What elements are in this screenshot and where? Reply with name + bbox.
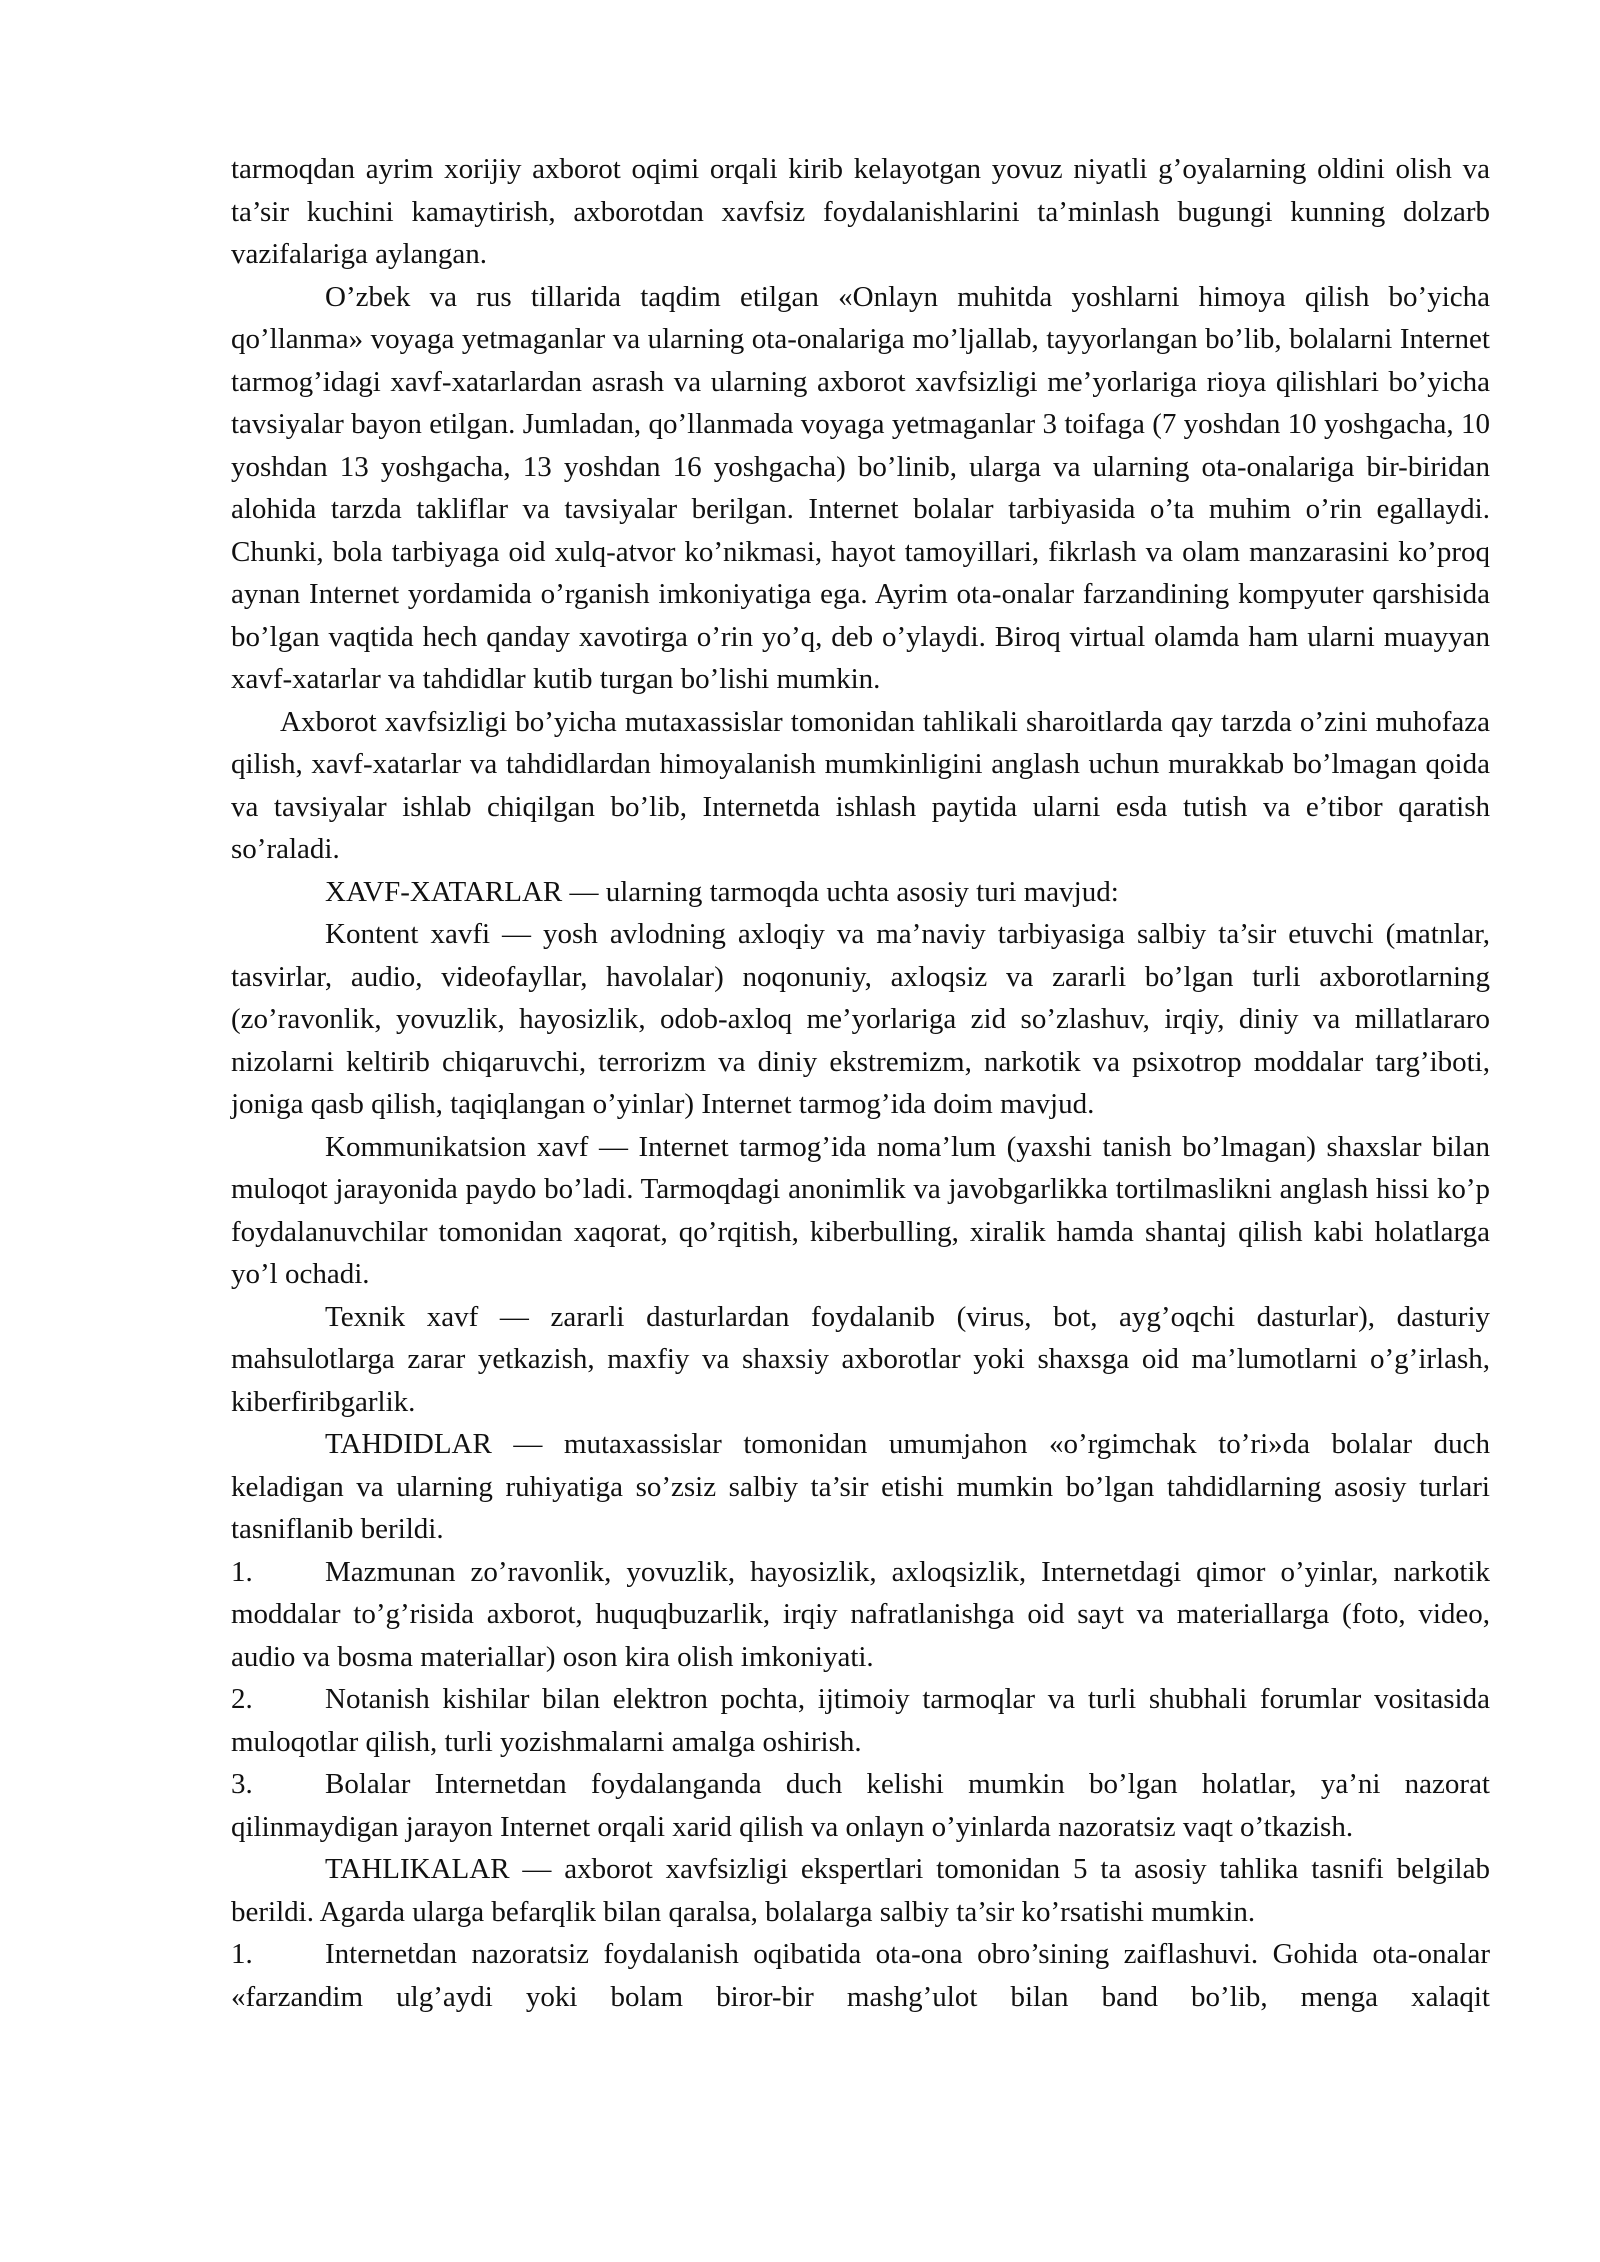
paragraph-security-rules: Axborot xavfsizligi bo’yicha mutaxassislar tomonidan tahlikali sharoitlarda qay tarzda o’zini muhofaza qilish, xavf-xatarlar va tahdidlardan himoyalanish mumkinligini anglash uchun murakkab bo’lmagan qoida va tavsiyalar ishlab chiqilgan bo’lib, Internetda ishlash paytida ularni esda tutish va e’tibor qaratish so’raladi. — [231, 705, 1490, 865]
list-item-number: 3. — [231, 1768, 253, 1800]
paragraph-content-risk: Kontent xavfi — yosh avlodning axloqiy va ma’naviy tarbiyasiga salbiy ta’sir etuvchi (matnlar, tasvirlar, audio, videofayllar, havolalar) noqonuniy, axloqsiz va zararli bo’lgan turli axborotlarning (zo’ravonlik, yovuzlik, hayosizlik, odob-axloq me’yorlariga zid so’zlashuv, irqiy, diniy va millatlararo nizolarni keltirib chiqaruvchi, terrorizm va diniy ekstremizm, narkotik va psixotrop moddalar targ’iboti, joniga qasb qilish, taqiqlangan o’yinlar) Internet tarmog’ida doim mavjud. — [231, 918, 1490, 1120]
list-item-number: 2. — [231, 1683, 253, 1715]
paragraph-intro-continuation: tarmoqdan ayrim xorijiy axborot oqimi orqali kirib kelayotgan yovuz niyatli g’oyalarning oldini olish va ta’sir kuchini kamaytirish, axborotdan xavfsiz foydalanishlarini ta’minlash bugungi kunning dolzarb vazifalariga aylangan. — [231, 153, 1490, 270]
list-item-threat-3 — [231, 1763, 1490, 1848]
paragraph-dangers-heading: TAHLIKALAR — axborot xavfsizligi ekspertlari tomonidan 5 ta asosiy tahlika tasnifi belgilab berildi. Agarda ularga befarqlik bilan qaralsa, bolalarga salbiy ta’sir ko’rsatishi mumkin. — [231, 1853, 1490, 1928]
list-item-text: Internetdan nazoratsiz foydalanish oqibatida ota-ona obro’sining zaiflashuvi. Gohida ota-onalar «farzandim ulg’aydi yoki bolam biror-bir mashg’ulot bilan band bo’lib, menga xalaqit — [231, 1938, 1490, 2013]
list-item-danger-1 — [231, 1933, 1490, 2018]
paragraph-threats-heading: TAHDIDLAR — mutaxassislar tomonidan umumjahon «o’rgimchak to’ri»da bolalar duch keladigan va ularning ruhiyatiga so’zsiz salbiy ta’sir etishi mumkin bo’lgan tahdidlarning asosiy turlari tasniflanib berildi. — [231, 1428, 1490, 1545]
list-item-threat-1 — [231, 1551, 1490, 1679]
list-item-number: 1. — [231, 1938, 253, 1970]
paragraph-communication-risk: Kommunikatsion xavf — Internet tarmog’ida noma’lum (yaxshi tanish bo’lmagan) shaxslar bilan muloqot jarayonida paydo bo’ladi. Tarmoqdagi anonimlik va javobgarlikka tortilmaslikni anglash hissi ko’p foydalanuvchilar tomonidan xaqorat, qo’rqitish, kiberbulling, xiralik hamda shantaj qilish kabi holatlarga yo’l ochadi. — [231, 1130, 1490, 1290]
list-item-threat-2 — [231, 1678, 1490, 1763]
list-item-text: Mazmunan zo’ravonlik, yovuzlik, hayosizlik, axloqsizlik, Internetdagi qimor o’yinlar, narkotik moddalar to’g’risida axborot, huquqbuzarlik, irqiy nafratlanishga oid sayt va materiallarga (foto, video, audio va bosma materiallar) oson kira olish imkoniyati. — [231, 1555, 1490, 1673]
paragraph-guide-description: O’zbek va rus tillarida taqdim etilgan «Onlayn muhitda yoshlarni himoya qilish bo’yicha qo’llanma» voyaga yetmaganlar va ularning ota-onalariga mo’ljallab, tayyorlangan bo’lib, bolalarni Internet tarmog’idagi xavf-xatarlardan asrash va ularning axborot xavfsizligi me’yorlariga rioya qilishlari bo’yicha tavsiyalar bayon etilgan. Jumladan, qo’llanmada voyaga yetmaganlar 3 toifaga (7 yoshdan 10 yoshgacha, 10 yoshdan 13 yoshgacha, 13 yoshdan 16 yoshgacha) bo’linib, ularga va ularning ota-onalariga bir-biridan alohida tarzda takliflar va tavsiyalar berilgan. Internet bolalar tarbiyasida o’ta muhim o’rin egallaydi. Chunki, bola tarbiyaga oid xulq-atvor ko’nikmasi, hayot tamoyillari, fikrlash va olam manzarasini ko’proq aynan Internet yordamida o’rganish imkoniyatiga ega. Ayrim ota-onalar farzandining kompyuter qarshisida bo’lgan vaqtida hech qanday xavotirga o’rin yo’q, deb o’ylaydi. Biroq virtual olamda ham ularni muayyan xavf-xatarlar va tahdidlar kutib turgan bo’lishi mumkin. — [231, 280, 1490, 695]
list-item-text: Notanish kishilar bilan elektron pochta, ijtimoiy tarmoqlar va turli shubhali forumlar vositasida muloqotlar qilish, turli yozishmalarni amalga oshirish. — [231, 1683, 1490, 1758]
document-body — [231, 148, 1490, 2018]
paragraph-technical-risk: Texnik xavf — zararli dasturlardan foydalanib (virus, bot, ayg’oqchi dasturlar), dasturiy mahsulotlarga zarar yetkazish, maxfiy va shaxsiy axborotlar yoki shaxsga oid ma’lumotlarni o’g’irlash, kiberfiribgarlik. — [231, 1300, 1490, 1418]
list-item-text: Bolalar Internetdan foydalanganda duch kelishi mumkin bo’lgan holatlar, ya’ni nazorat qilinmaydigan jarayon Internet orqali xarid qilish va onlayn o’yinlarda nazoratsiz vaqt o’tkazish. — [231, 1768, 1490, 1843]
list-item-number: 1. — [231, 1555, 253, 1588]
paragraph-risks-heading: XAVF-XATARLAR — ularning tarmoqda uchta asosiy turi mavjud: — [325, 875, 1119, 908]
